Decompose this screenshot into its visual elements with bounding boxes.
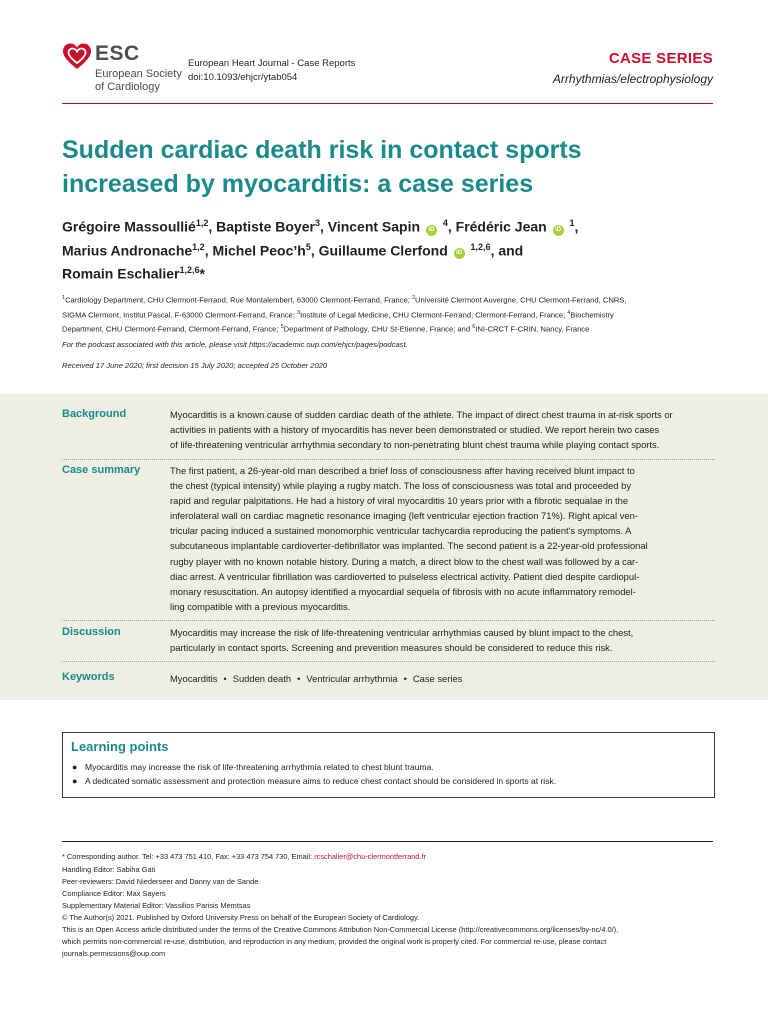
license-line: This is an Open Access article distributed under the terms of the Creative Commons Attribution Non-Commercial License (http://creativecommons.org/licenses/by-nc/4.0/), [62,925,619,934]
section-label: CASE SERIES [608,50,713,67]
author-list: Grégoire Massoullié$^{1,2}$, Baptiste Boyer$^3$, Vincent Sapin iD $^4$, Frédéric Jean iD $^1$, Marius Andronache$^{1,2}$, Michel $Peoc’h^5$, Guillaume Clerfond iD $^{1,2,6}$, and Romain Eschalier$^{1,2,6}$* [62,218,579,282]
case-summary-heading: Case summary [62,464,141,476]
discussion-heading: Discussion [62,626,121,638]
corresponding-mark: * [199,265,205,282]
background-heading: Background [62,408,127,420]
author-affiliation: 3 [314,218,320,228]
learning-point [72,776,557,786]
affiliation-number: 4 [567,309,571,316]
journal-name: European Heart Journal - Case Reports [188,58,356,69]
corresponding-author [62,852,426,861]
keyword[interactable]: Case series [412,673,463,684]
author-affiliation: 1,2,6 [179,265,200,276]
text-line: ling compatible with a previous myocarditis. [170,600,351,612]
background-text [170,407,715,452]
keywords-heading: Keywords [62,671,115,683]
corresponding-text: * Corresponding author. Tel: +33 473 751 410, Fax: +33 473 754 730, Email: [62,852,315,861]
affiliation-number: 5 [280,324,284,331]
podcast-note[interactable]: For the podcast associated with this article, please visit https://academic.oup.com/ehjcr/pages/podcast. [62,340,408,349]
author-affiliation: 1,2 [192,241,205,252]
affiliation-number: 1 [62,295,66,301]
license-line: which permits non-commercial re-use, distribution, and reproduction in any medium, provided the original work is properly cited. For commercial re-use, please contact [62,937,607,946]
keyword[interactable]: Ventricular arrhythmia [306,673,398,684]
affiliation-number: 2 [411,295,416,301]
author-name[interactable]: Baptiste Boyer [216,218,315,235]
orcid-icon[interactable]: iD [454,248,465,259]
keyword[interactable]: Myocarditis [170,673,218,684]
case-summary-text [170,463,715,614]
doi[interactable]: doi:10.1093/ehjcr/ytab054 [188,72,298,83]
text-line: diac arrest. A ventricular fibrillation was cardioverted to pulseless electrical activity. Patient died despite cardiopul- [170,570,640,582]
keyword-separator: • [223,673,227,684]
text-line: Myocarditis is a known cause of sudden cardiac death of the athlete. The impact of direct chest trauma in at-risk sports or [170,409,673,420]
learning-point [72,762,434,772]
affiliation-text: Department, CHU Clermont-Ferrand, Clermont-Ferrand, France; [62,324,281,334]
bullet-icon: ● [72,762,78,772]
header-divider [62,103,713,104]
esc-wordmark: ESC [95,42,140,65]
affiliation-text: INI-CRCT F-CRIN, Nancy, France [475,324,590,334]
corresponding-email-link[interactable]: rcschalier@chu-clermontferrand.fr [314,852,426,861]
esc-society-line2: of Cardiology [95,81,160,93]
author-affiliation: 1,2,6 [470,241,491,252]
affiliation-text: Université Clermont Auvergne, CHU Clermont-Ferrand, CNRS, [415,295,627,305]
section-divider [62,459,715,460]
author-name[interactable]: Marius Andronache [62,242,193,259]
text-line: of life-threatening ventricular arrhythmia secondary to non-penetrating blunt chest trauma while playing contact sports. [170,439,660,451]
copyright: © The Author(s) 2021. Published by Oxford University Press on behalf of the European Society of Cardiology. [62,913,420,922]
text-line: inferolateral wall on cardiac magnetic resonance imaging (left ventricular ejection fraction 71%). Right apical ven- [170,510,638,522]
affiliation-number: 6 [472,324,476,331]
learning-points-box [62,732,715,798]
learning-point-text: Myocarditis may increase the risk of life-threatening arrhythmia related to chest blunt trauma. [85,762,434,772]
affiliation-text: Institute of Legal Medicine, CHU Clermont-Ferrand, Clermont-Ferrand, France; [300,310,568,320]
keyword-separator: • [297,673,301,684]
learning-point-text: A dedicated somatic assessment and protection measure aims to reduce chest contact should be considered in sports at risk. [85,776,557,786]
license-contact-link[interactable]: journals.permissions@oup.com [62,949,166,958]
section-divider [62,620,715,621]
text-line: monary resuscitation. An autopsy identified a myocardial sequela of fibrosis with no acute inflammatory remodel- [170,585,636,597]
discussion-text [170,625,715,655]
author-name[interactable]: Michel Peoc’h [212,242,306,259]
orcid-icon[interactable]: iD [426,225,437,236]
structured-abstract [0,394,768,700]
affiliation-text: SIGMA Clermont, Institut Pascal, F-63000 Clermont-Ferrand, France; [62,310,298,320]
affiliation-number: 3 [297,309,301,316]
text-line: Myocarditis may increase the risk of life-threatening ventricular arrhythmias caused by blunt impact to the chest, [170,627,634,638]
text-line: activities in patients with a history of myocarditis has never been demonstrated or studied. We report herein two cases [170,424,660,436]
affiliation-text: Cardiology Department, CHU Clermont-Ferrand, Rue Montalembert, 63000 Clermont-Ferrand, France; [65,295,412,305]
text-line: tricular pacing induced a sustained monomorphic ventricular tachycardia reproducing the patient's symptoms. A [170,525,632,537]
footnote-divider [62,841,713,842]
esc-logo [62,40,182,96]
keyword-separator: • [403,673,407,684]
handling-editor: Handling Editor: Sabiha Gati [62,865,156,874]
author-affiliation: 1 [569,218,575,228]
category-label: Arrhythmias/electrophysiology [552,72,713,86]
author-affiliation: 1,2 [195,218,209,228]
received-dates: Received 17 June 2020; first decision 15 July 2020; accepted 25 October 2020 [62,361,328,370]
author-name[interactable]: Vincent Sapin [327,218,421,235]
esc-society-line1: European Society [95,68,182,80]
author-name[interactable]: Romain Eschalier [62,265,180,282]
bullet-icon: ● [72,776,78,786]
affiliation-text: Biochemistry [570,310,614,320]
author-affiliation: 5 [305,241,311,252]
affiliations [62,292,712,336]
peer-reviewers: Peer-reviewers: David Niederseer and Danny van de Sande [62,877,259,886]
article-title: Sudden cardiac death risk in contact sports increased by myocarditis: a case series [62,136,582,198]
author-name[interactable]: Frédéric Jean [455,218,547,235]
text-line: particularly in contact sports. Screening and prevention measures should be considered to reduce this risk. [170,642,613,654]
author-name[interactable]: Guillaume Clerfond [318,242,448,259]
text-line: The first patient, a 26-year-old man described a brief loss of consciousness after having received blunt impact to [170,465,635,476]
learning-points-title: Learning points [71,739,169,754]
affiliation-text: Department of Pathology, CHU St-Etienne, France; and [283,324,473,334]
compliance-editor: Compliance Editor: Max Sayers [62,889,166,898]
heart-logo-icon [62,42,92,72]
author-name[interactable]: Grégoire Massoullié [62,218,196,235]
author-conjunction: and [498,242,524,259]
text-line: rapid and regular palpitations. He had a history of viral myocarditis 10 years prior with a fibrotic sequalae in the [170,495,629,507]
text-line: the chest (typical intensity) while playing a rugby match. The loss of consciousness was total and proceeded by [170,480,632,492]
supplementary-editor: Supplementary Material Editor: Vassilios Parisis Memtsas [62,901,251,910]
keywords-list [170,671,715,686]
author-affiliation: 4 [442,218,448,228]
text-line: rugby player with no known notable history. During a match, a direct blow to the chest wall was followed by a car- [170,555,639,567]
keyword[interactable]: Sudden death [232,673,292,684]
section-divider [62,661,715,662]
orcid-icon[interactable]: iD [553,225,564,236]
text-line: subcutaneous implantable cardioverter-defibrillator was implanted. The second patient is a 22-year-old professional [170,540,648,552]
